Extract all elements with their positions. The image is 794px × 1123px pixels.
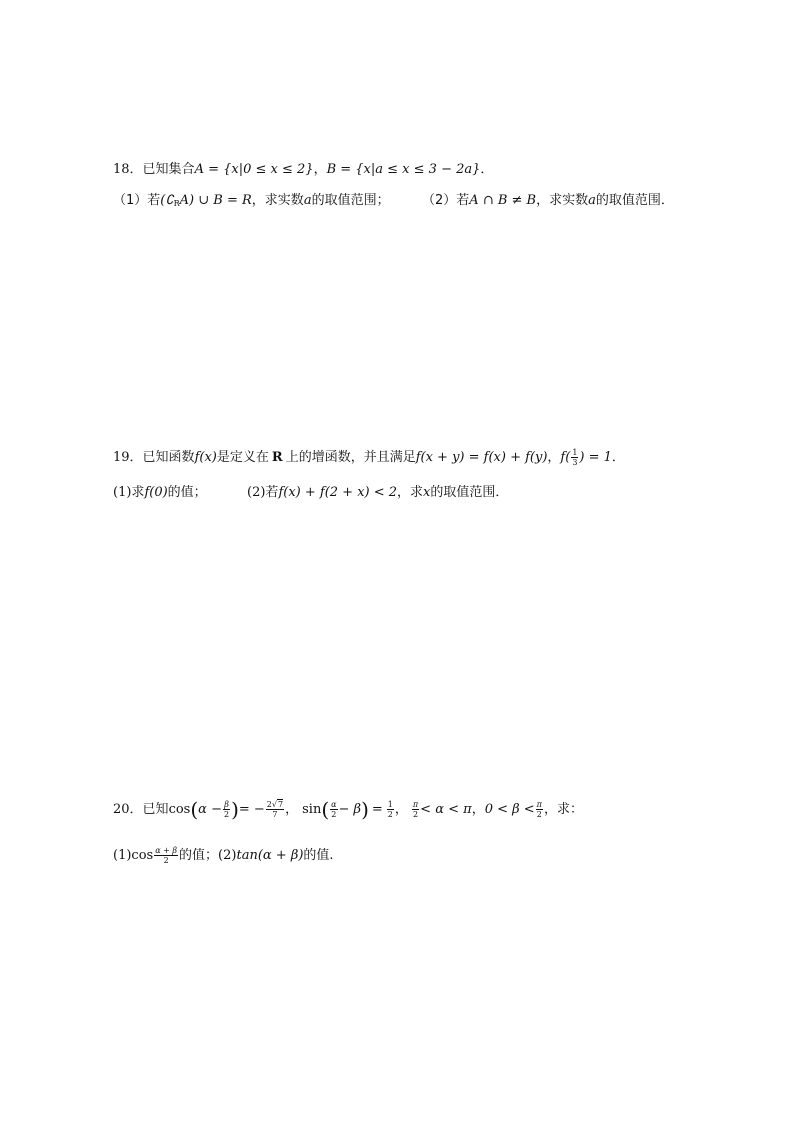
- q19-stem-c: 上的增函数，并且满足: [285, 450, 416, 465]
- q20-part1-frac: [154, 846, 178, 865]
- q19-fraction: [571, 448, 578, 467]
- q19-stem-b: 是定义在: [216, 450, 269, 465]
- q19-part1-b: 的值；: [167, 485, 207, 500]
- q20-frac-half: [387, 800, 394, 819]
- q20-frac-pi-2b: [536, 800, 543, 819]
- q20-frac-beta: β: [224, 800, 229, 809]
- q18-set-b: B = {x|a ≤ x ≤ 3 − 2a}: [326, 162, 481, 177]
- q18-set-a: A = {x|0 ≤ x ≤ 2}: [194, 162, 314, 177]
- q19-part1: [113, 484, 207, 502]
- q18-part2-expr: A ∩ B ≠ B: [469, 193, 537, 208]
- q20-frac-sqrt: [266, 800, 284, 819]
- q20-eq-minus: = −: [238, 802, 265, 817]
- q20-parts: [113, 845, 334, 867]
- q20-paren-close-1: ): [231, 797, 239, 822]
- q19-eq1: f(x + y) = f(x) + f(y): [415, 450, 548, 465]
- q19-part2-b: ，求: [397, 485, 424, 500]
- q20-frac-beta-2: [223, 800, 230, 819]
- q19-number: 19．: [113, 450, 143, 465]
- q20-frac-two-c: 2: [387, 810, 393, 819]
- q19-part2-c: 的取值范围．: [430, 485, 509, 500]
- q20-end: ，求：: [543, 802, 583, 817]
- q20-sqrt-arg: 7: [278, 800, 284, 809]
- q18-part2-ruo: 若: [456, 193, 470, 208]
- q19-f-pre: f(: [560, 450, 571, 465]
- q20-stem-a: 已知: [142, 802, 169, 817]
- q20-frac-two-e: 2: [536, 810, 542, 819]
- q20-frac-two-d: 2: [412, 810, 419, 819]
- q20-part1-text: 的值；: [179, 848, 219, 863]
- q18-number: 18．: [113, 162, 143, 177]
- q20-part1-cos: cos: [131, 848, 154, 863]
- q20-comma1b: ，: [394, 802, 408, 817]
- q19-part2-a: 若: [265, 485, 279, 500]
- q20-frac-pi-2: [412, 800, 419, 819]
- q19-comma: ，: [547, 450, 561, 465]
- q18-part1-label: （1）: [113, 193, 148, 208]
- q20-paren-open-1: (: [190, 797, 199, 822]
- q20-zero-lt-beta-lt: 0 < β <: [484, 802, 535, 817]
- q20-frac-two: 2: [223, 810, 230, 819]
- q20-frac-one: 1: [387, 800, 393, 809]
- q20-frac-sqrt-num: 2√7: [266, 800, 284, 809]
- q19-fx: f(x): [194, 450, 217, 465]
- q18-part1-ruo: 若: [147, 193, 161, 208]
- q19-part1-label: (1): [113, 485, 132, 500]
- q20-comma1: ，: [285, 802, 299, 817]
- q19-stem: [113, 448, 625, 467]
- q18-part2-text-a: ，求实数: [536, 193, 589, 208]
- q19-f-post: ) = 1: [579, 450, 612, 465]
- q19-part1-a: 求: [131, 485, 145, 500]
- q20-stem: [113, 799, 583, 821]
- q18-part1-text-a: ，求实数: [251, 193, 304, 208]
- q18-parts: [113, 192, 390, 213]
- q20-alpha-minus: α −: [198, 802, 222, 817]
- q19-stem-a: 已知函数: [142, 450, 195, 465]
- q20-part1-den: 2: [163, 856, 169, 865]
- q18-part1-expr-sub: R: [173, 199, 180, 208]
- q20-frac-pi-b: π: [536, 800, 542, 809]
- q19-part2-var: x: [423, 485, 431, 500]
- q20-paren-open-2: (: [321, 797, 330, 822]
- q20-paren-close-2: ): [361, 797, 369, 822]
- q19-R: R: [271, 450, 283, 465]
- q20-part1-num: α + β: [155, 846, 178, 855]
- q20-part2-label: (2): [218, 848, 237, 863]
- q18-part2-var: a: [588, 193, 596, 208]
- q18-comma: ，: [313, 162, 327, 177]
- q20-lt-alpha-lt-pi: < α < π: [420, 802, 472, 817]
- q20-minus-beta: − β: [338, 802, 362, 817]
- q20-part1-label: (1): [113, 848, 132, 863]
- q20-part2-text: 的值.: [303, 848, 334, 863]
- q19-part2: [247, 484, 508, 502]
- q18-part1-var: a: [303, 193, 312, 208]
- q18-stem: [113, 161, 493, 179]
- q18-part1-expr-pre: (∁: [160, 193, 174, 208]
- q20-sqrt-coef: 2: [266, 800, 272, 809]
- q18-part1-text-b: 的取值范围；: [311, 193, 390, 208]
- q19-part2-label: (2): [247, 485, 266, 500]
- q19-part1-expr: f(0): [144, 485, 168, 500]
- q20-frac-alpha-2: [330, 800, 337, 819]
- q19-frac-den: 3: [572, 458, 578, 467]
- q20-number: 20．: [113, 802, 143, 817]
- q20-frac-pi: π: [412, 800, 419, 809]
- q20-comma2: ，: [471, 802, 485, 817]
- q18-part2-text-b: 的取值范围．: [595, 193, 674, 208]
- q20-sin: sin: [302, 802, 322, 817]
- q18-stem-text: 已知集合: [142, 162, 195, 177]
- q18-part2: [422, 192, 674, 210]
- q20-part2-expr: tan(α + β): [236, 848, 304, 863]
- q20-eq: =: [371, 802, 383, 817]
- q19-frac-num: 1: [572, 448, 578, 457]
- q20-cos: cos: [168, 802, 191, 817]
- q18-part1-expr-post: A) ∪ B = R: [179, 193, 252, 208]
- q19-end: ．: [611, 450, 625, 465]
- q20-frac-two-b: 2: [331, 810, 337, 819]
- q18-end: ．: [480, 162, 494, 177]
- q20-frac-seven: 7: [272, 810, 278, 819]
- q19-part2-expr: f(x) + f(2 + x) < 2: [278, 485, 398, 500]
- q20-frac-alpha: α: [331, 800, 337, 809]
- q18-part2-label: （2）: [422, 193, 457, 208]
